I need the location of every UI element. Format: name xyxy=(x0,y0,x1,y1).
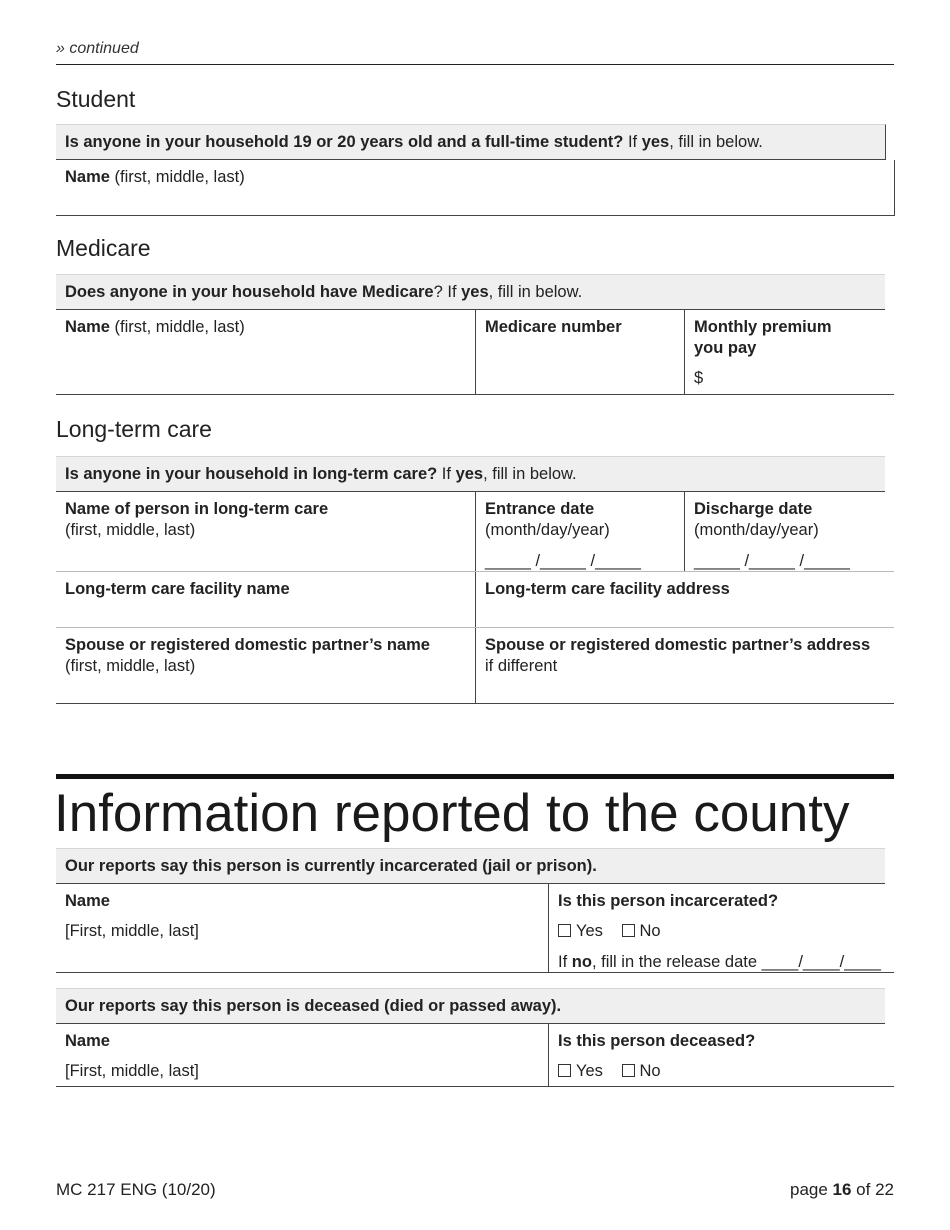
incarcerated-no-label: No xyxy=(639,922,661,940)
medicare-name-hint: (first, middle, last) xyxy=(109,318,245,336)
ltc-entrance-blank: _____ /_____ /_____ xyxy=(485,552,641,570)
ltc-entrance-hint: (month/day/year) xyxy=(485,521,610,539)
incarcerated-name-label: Name xyxy=(65,892,110,910)
medicare-premium-label-1: Monthly premium xyxy=(694,318,832,336)
incarcerated-name-field[interactable] xyxy=(56,884,548,972)
ltc-spouse-address-label: Spouse or registered domestic partner’s address xyxy=(485,636,871,654)
deceased-no-checkbox[interactable] xyxy=(622,1064,635,1077)
ltc-question xyxy=(56,456,885,492)
county-section-title: Information reported to the county xyxy=(54,784,850,843)
medicare-row xyxy=(56,310,894,395)
medicare-dollar-sign: $ xyxy=(694,369,704,387)
incarcerated-row xyxy=(56,884,894,973)
medicare-question xyxy=(56,274,885,310)
ltc-spouse-name-hint: (first, middle, last) xyxy=(65,657,196,675)
medicare-premium-field[interactable] xyxy=(684,310,894,394)
deceased-no-label: No xyxy=(639,1062,661,1080)
student-title: Student xyxy=(56,86,136,112)
ltc-person-row xyxy=(56,492,894,572)
deceased-question-text: Our reports say this person is deceased (died or passed away). xyxy=(65,997,562,1015)
medicare-premium-label-2: you pay xyxy=(694,339,757,357)
ltc-entrance-label: Entrance date xyxy=(485,500,595,518)
student-name-hint: (first, middle, last) xyxy=(109,168,245,186)
ltc-question-yes: yes xyxy=(455,465,484,483)
deceased-row xyxy=(56,1024,894,1087)
ltc-person-hint: (first, middle, last) xyxy=(65,521,196,539)
medicare-question-text: Does anyone in your household have Medicare xyxy=(65,283,434,301)
medicare-question-if: ? If xyxy=(433,283,462,301)
deceased-question xyxy=(56,988,885,1024)
page-suffix: of 22 xyxy=(851,1180,894,1199)
ltc-person-label: Name of person in long-term care xyxy=(65,500,329,518)
deceased-yes-label: Yes xyxy=(576,1062,603,1080)
student-question-if: If xyxy=(623,133,642,151)
incarcerated-question-text: Our reports say this person is currently incarcerated (jail or prison). xyxy=(65,857,597,875)
medicare-question-yes: yes xyxy=(461,283,489,301)
ltc-facility-address-label: Long-term care facility address xyxy=(485,580,730,598)
student-question-text: Is anyone in your household 19 or 20 years old and a full-time student? xyxy=(65,133,624,151)
form-id: MC 217 ENG (10/20) xyxy=(56,1180,216,1199)
medicare-number-field[interactable] xyxy=(475,310,684,394)
ltc-discharge-date-field[interactable] xyxy=(684,492,894,571)
medicare-question-fill: , fill in below. xyxy=(488,283,583,301)
ltc-facility-row xyxy=(56,572,894,628)
page-number: 16 xyxy=(832,1180,852,1199)
deceased-name-field[interactable] xyxy=(56,1024,548,1086)
student-question-fill: , fill in below. xyxy=(669,133,763,151)
ltc-question-text: Is anyone in your household in long-term care? xyxy=(65,465,438,483)
ltc-spouse-name-field[interactable] xyxy=(56,628,475,703)
deceased-status-label: Is this person deceased? xyxy=(558,1032,756,1050)
medicare-name-field[interactable] xyxy=(56,310,475,394)
ltc-facility-name-label: Long-term care facility name xyxy=(65,580,290,598)
release-text: , fill in the release date ____/____/____ xyxy=(591,953,881,971)
page-prefix: page xyxy=(789,1180,833,1199)
ltc-discharge-hint: (month/day/year) xyxy=(694,521,819,539)
incarcerated-release-date[interactable] xyxy=(558,952,885,973)
medicare-title: Medicare xyxy=(56,235,151,261)
ltc-discharge-label: Discharge date xyxy=(694,500,813,518)
incarcerated-yes-checkbox[interactable] xyxy=(558,924,571,937)
medicare-name-label: Name xyxy=(65,318,110,336)
release-if: If xyxy=(558,953,572,971)
incarcerated-yes-label: Yes xyxy=(576,922,603,940)
incarcerated-no-checkbox[interactable] xyxy=(622,924,635,937)
student-question xyxy=(56,124,886,160)
deceased-yes-checkbox[interactable] xyxy=(558,1064,571,1077)
student-name-cell[interactable] xyxy=(56,160,894,215)
deceased-yes-option[interactable] xyxy=(558,1062,603,1080)
ltc-title: Long-term care xyxy=(56,416,212,442)
ltc-spouse-name-label: Spouse or registered domestic partner’s name xyxy=(65,636,430,654)
incarcerated-yes-option[interactable] xyxy=(558,922,603,940)
ltc-entrance-date-field[interactable] xyxy=(475,492,684,571)
ltc-spouse-address-hint: if different xyxy=(485,657,558,675)
ltc-question-fill: , fill in below. xyxy=(483,465,577,483)
deceased-status-field xyxy=(548,1024,894,1086)
deceased-no-option[interactable] xyxy=(622,1062,661,1080)
ltc-discharge-blank: _____ /_____ /_____ xyxy=(694,552,850,570)
medicare-number-label: Medicare number xyxy=(485,318,622,336)
deceased-name-value: [First, middle, last] xyxy=(65,1062,199,1080)
ltc-facility-name-field[interactable] xyxy=(56,572,475,627)
page-indicator xyxy=(790,1180,894,1200)
incarcerated-status-field xyxy=(548,884,894,972)
incarcerated-name-value: [First, middle, last] xyxy=(65,922,199,940)
incarcerated-status-label: Is this person incarcerated? xyxy=(558,892,779,910)
student-question-yes: yes xyxy=(641,133,670,151)
deceased-options xyxy=(558,1061,885,1082)
county-section-rule xyxy=(56,774,894,779)
ltc-facility-address-field[interactable] xyxy=(475,572,894,627)
student-name-label: Name xyxy=(65,168,110,186)
student-name-field[interactable] xyxy=(56,160,895,216)
ltc-person-field[interactable] xyxy=(56,492,475,571)
ltc-spouse-row xyxy=(56,628,894,704)
incarcerated-question xyxy=(56,848,885,884)
deceased-name-label: Name xyxy=(65,1032,110,1050)
header-divider xyxy=(56,64,894,65)
ltc-question-if: If xyxy=(437,465,456,483)
incarcerated-no-option[interactable] xyxy=(622,922,661,940)
release-no: no xyxy=(571,953,592,971)
ltc-spouse-address-field[interactable] xyxy=(475,628,894,703)
continued-label: » continued xyxy=(56,40,139,57)
incarcerated-options xyxy=(558,921,885,942)
